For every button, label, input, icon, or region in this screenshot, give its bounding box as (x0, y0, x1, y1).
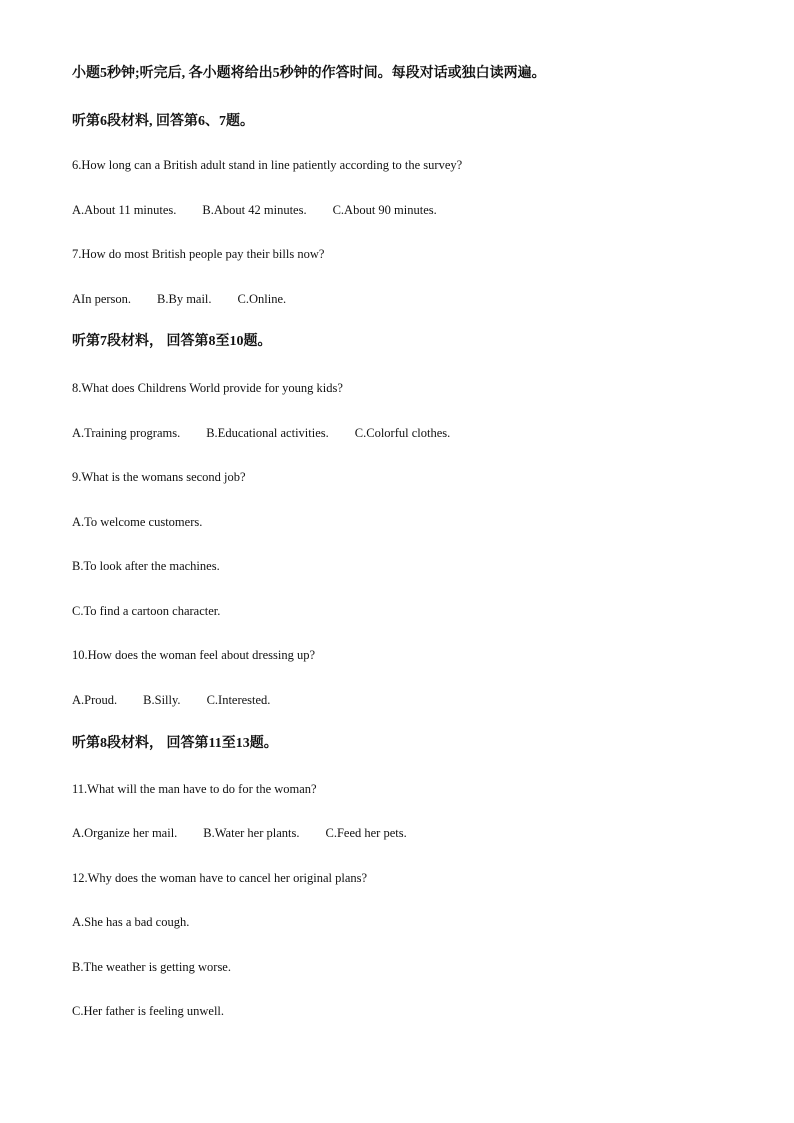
instructions-text: 小题5秒钟;听完后, 各小题将给出5秒钟的作答时间。每段对话或独白读两遍。 (72, 66, 546, 81)
question-7-option-c: C.Online. (237, 292, 287, 306)
question-10-option-c: C.Interested. (206, 693, 271, 707)
question-8-option-b: B.Educational activities. (206, 426, 329, 440)
question-11-option-b: B.Water her plants. (203, 826, 300, 840)
question-11-option-c: C.Feed her pets. (325, 826, 407, 840)
question-7-stem: 7.How do most British people pay their bills now? (72, 247, 325, 261)
question-12-option-b: B.The weather is getting worse. (72, 960, 231, 974)
question-6-option-c: C.About 90 minutes. (332, 203, 437, 217)
question-11-options (72, 825, 407, 841)
question-10-options (72, 692, 270, 708)
question-7-options (72, 291, 286, 307)
question-11-option-a: A.Organize her mail. (72, 826, 178, 840)
question-10-option-a: A.Proud. (72, 693, 118, 707)
section-heading-7: 听第7段材料， 回答第8至10题。 (72, 334, 272, 349)
question-10-stem: 10.How does the woman feel about dressing up? (72, 648, 315, 662)
question-12-option-a: A.She has a bad cough. (72, 915, 190, 929)
question-11-stem: 11.What will the man have to do for the woman? (72, 782, 317, 796)
question-8-option-c: C.Colorful clothes. (354, 426, 451, 440)
section-heading-6: 听第6段材料, 回答第6、7题。 (72, 114, 254, 129)
question-9-option-b: B.To look after the machines. (72, 559, 220, 573)
question-10-option-b: B.Silly. (143, 693, 181, 707)
section-heading-8: 听第8段材料， 回答第11至13题。 (72, 736, 278, 751)
question-6-option-a: A.About 11 minutes. (72, 203, 177, 217)
question-8-options (72, 425, 450, 441)
question-8-stem: 8.What does Childrens World provide for young kids? (72, 381, 343, 395)
question-9-option-a: A.To welcome customers. (72, 515, 203, 529)
question-12-stem: 12.Why does the woman have to cancel her original plans? (72, 871, 368, 885)
question-6-stem: 6.How long can a British adult stand in line patiently according to the survey? (72, 158, 463, 172)
question-7-option-a: AIn person. (72, 292, 132, 306)
question-9-stem: 9.What is the womans second job? (72, 470, 246, 484)
question-8-option-a: A.Training programs. (72, 426, 181, 440)
question-12-option-c: C.Her father is feeling unwell. (72, 1004, 225, 1018)
question-7-option-b: B.By mail. (157, 292, 212, 306)
question-6-option-b: B.About 42 minutes. (202, 203, 307, 217)
question-6-options (72, 202, 437, 218)
question-9-option-c: C.To find a cartoon character. (72, 604, 221, 618)
